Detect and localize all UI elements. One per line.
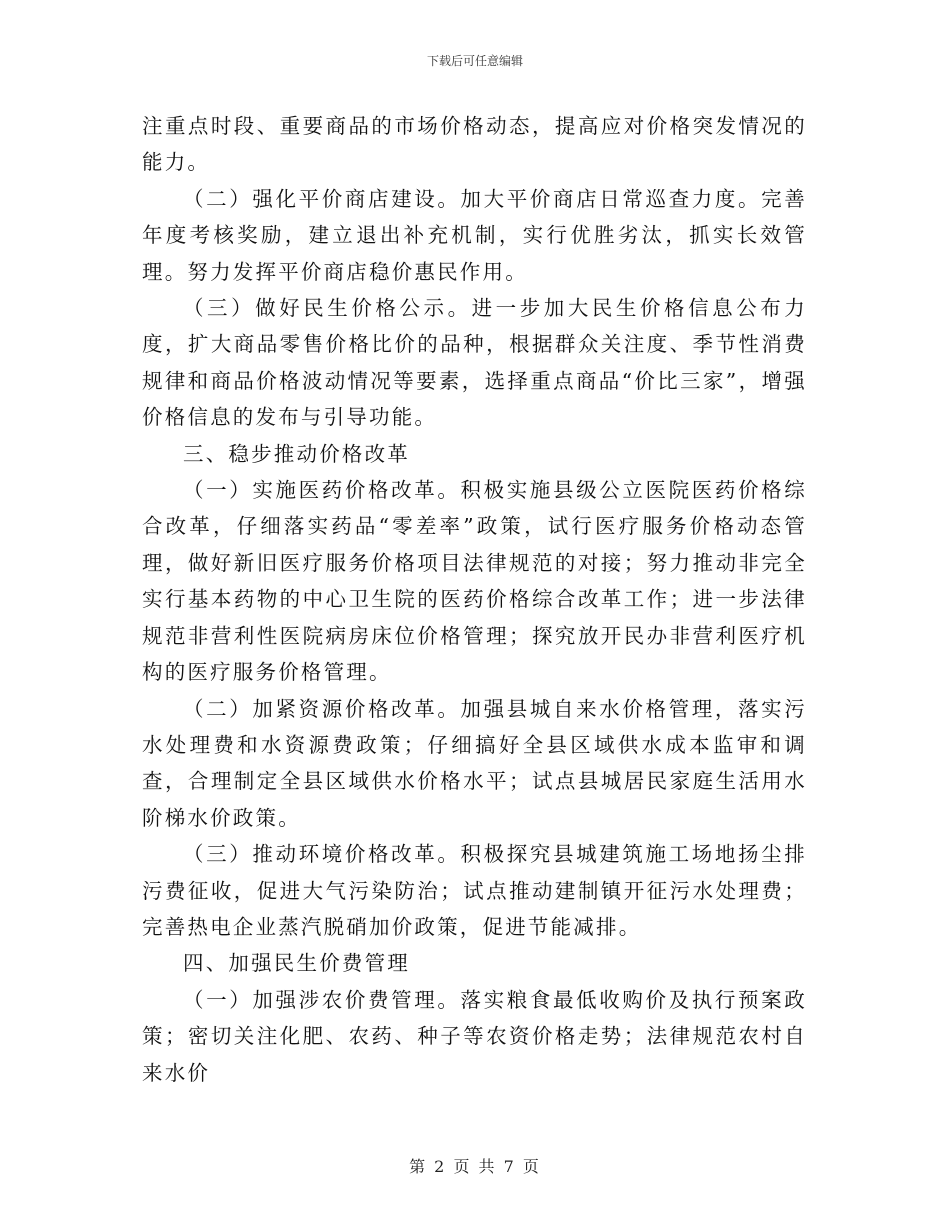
paragraph-continuation: 注重点时段、重要商品的市场价格动态，提高应对价格突发情况的能力。: [142, 114, 807, 175]
document-body: [142, 108, 807, 1091]
page-number: 第 2 页 共 7 页: [409, 1157, 541, 1176]
section-heading-livelihood-fees: 四、加强民生价费管理: [183, 951, 410, 976]
section-heading-price-reform: 三、稳步推动价格改革: [183, 441, 410, 466]
paragraph-environment-price-reform: （三）推动环境价格改革。积极探究县城建筑施工场地扬尘排污费征收，促进大气污染防治；试点推动建制镇开征污水处理费；完善热电企业蒸汽脱硝加价政策，促进节能减排。: [142, 842, 807, 939]
paragraph-agricultural-fees: （一）加强涉农价费管理。落实粮食最低收购价及执行预案政策；密切关注化肥、农药、种子等农资价格走势；法律规范农村自来水价: [142, 987, 807, 1085]
paragraph-price-disclosure: （三）做好民生价格公示。进一步加大民生价格信息公布力度，扩大商品零售价格比价的品种，根据群众关注度、季节性消费规律和商品价格波动情况等要素，选择重点商品“价比三家”，增强价格信息的发布与引导功能。: [142, 296, 807, 430]
page-header: 下载后可任意编辑: [426, 54, 523, 68]
paragraph-resource-price-reform: （二）加紧资源价格改革。加强县城自来水价格管理，落实污水处理费和水资源费政策；仔细搞好全县区域供水成本监审和调查，合理制定全县区域供水价格水平；试点县城居民家庭生活用水阶梯水价政策。: [142, 696, 807, 830]
paragraph-affordable-stores: （二）强化平价商店建设。加大平价商店日常巡查力度。完善年度考核奖励，建立退出补充机制，实行优胜劣汰，抓实长效管理。努力发挥平价商店稳价惠民作用。: [142, 186, 807, 284]
paragraph-medical-price-reform: （一）实施医药价格改革。积极实施县级公立医院医药价格综合改革，仔细落实药品“零差率”政策，试行医疗服务价格动态管理，做好新旧医疗服务价格项目法律规范的对接；努力推动非完全实行基本药物的中心卫生院的医药价格综合改革工作；进一步法律规范非营利性医院病房床位价格管理；探究放开民办非营利医疗机构的医疗服务价格管理。: [142, 478, 807, 685]
